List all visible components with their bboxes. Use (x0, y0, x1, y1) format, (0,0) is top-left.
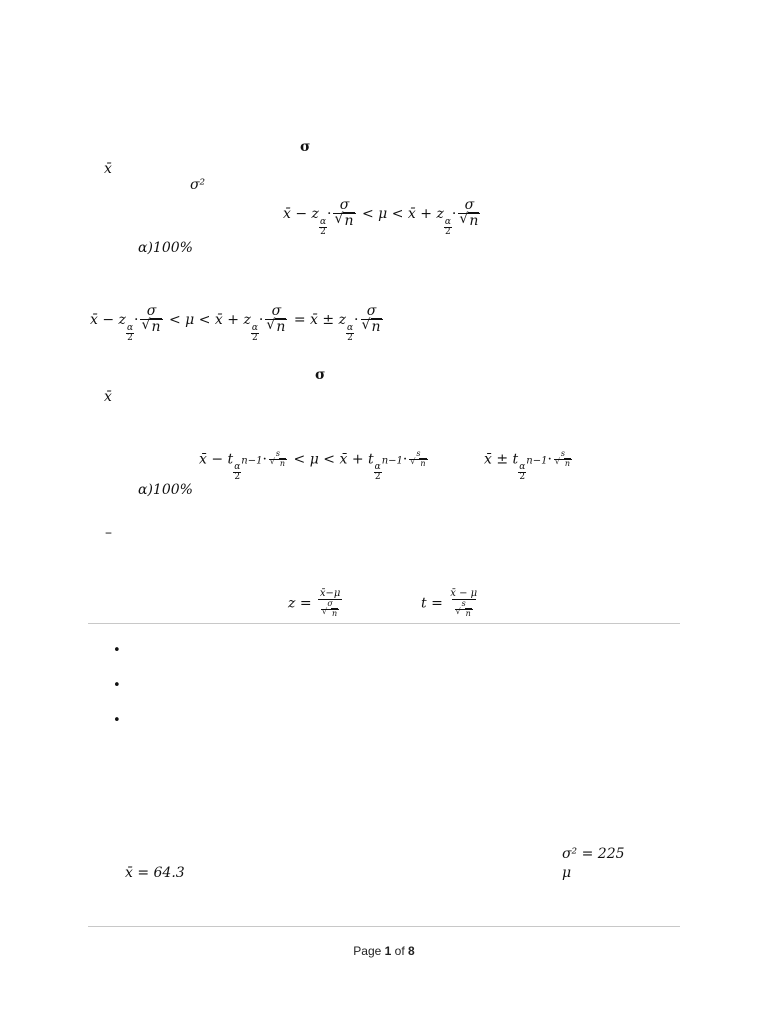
t-statistic: t = x̄ − μ s √ n (421, 588, 480, 619)
section-divider (88, 623, 680, 624)
xbar-symbol-2: x̄ (104, 389, 112, 405)
page-number: Page 1 of 8 (353, 944, 415, 958)
mu-symbol: μ (562, 865, 572, 881)
z-statistic: z = x̄−μ σ √ n (288, 588, 344, 619)
dash-mark: – (105, 525, 112, 541)
z-interval-compact-formula: x̄ − z $\frac{\alpha}{2}$ · σ √ n < μ < x̄ + z $\frac{\alpha}{2}$ · σ √ n = x̄ ± z $\frac{\alpha}{2}$ · σ √ n (90, 304, 385, 343)
footer-divider (88, 926, 680, 927)
variance-value: σ² = 225 (562, 846, 625, 862)
confidence-level-2: α)100% (138, 482, 193, 498)
t-interval-compact-formula: x̄ ± t $\frac{\alpha}{2}$ n−1· s √ n (484, 450, 574, 482)
bullet-2: • (113, 678, 121, 693)
sigma-heading: σ (300, 139, 311, 155)
sigma-heading-2: σ (315, 367, 326, 383)
t-interval-formula: x̄ − t $\frac{\alpha}{2}$ n−1· s √ n < μ < x̄ + t $\frac{\alpha}{2}$ n−1· s √ n (199, 450, 430, 482)
confidence-level-1: α)100% (138, 240, 193, 256)
z-interval-formula: x̄ − z $\frac{\alpha}{2}$ · σ √ n < μ < x̄ + z $\frac{\alpha}{2}$ · σ √ n (283, 198, 482, 237)
variance-symbol: σ² (190, 177, 206, 193)
bullet-1: • (113, 643, 121, 658)
sample-mean-value: x̄ = 64.3 (125, 865, 185, 881)
bullet-3: • (113, 713, 121, 728)
xbar-symbol: x̄ (104, 161, 112, 177)
